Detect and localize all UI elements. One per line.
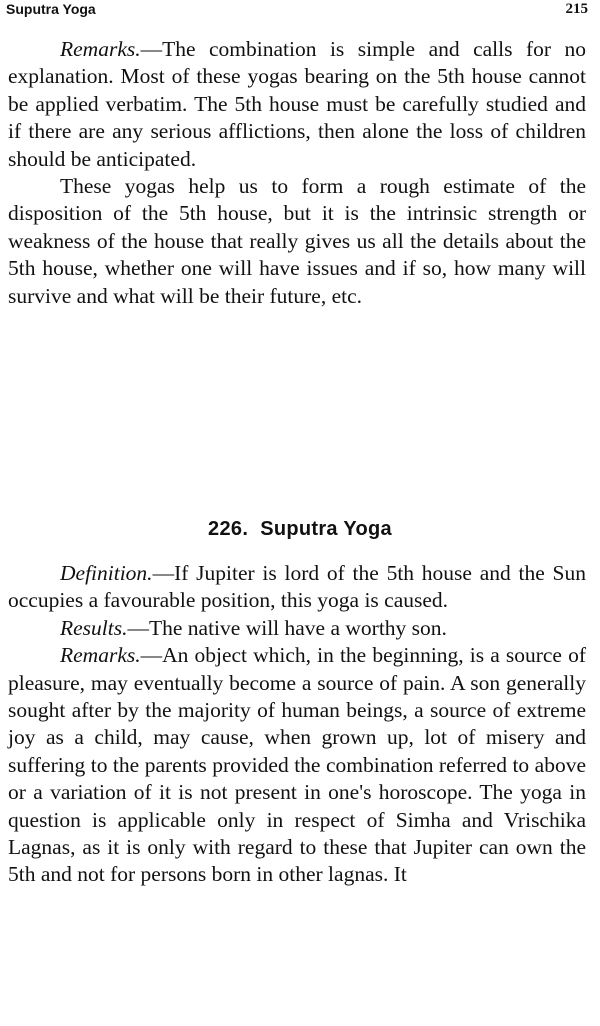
running-title: Suputra Yoga bbox=[6, 1, 96, 17]
paragraph-text: These yogas help us to form a rough estimate of the disposition of the 5th house, but it is the intrinsic strength or weakness of the house that really gives us all the details about the 5th house, whether one will have issues and if so, how many will survive and what will be their future, etc. bbox=[8, 174, 586, 308]
section-title: Suputra Yoga bbox=[260, 518, 392, 540]
section-text-block bbox=[8, 560, 586, 889]
running-header bbox=[6, 0, 588, 22]
top-text-block bbox=[8, 36, 586, 310]
paragraph-lead: Definition. bbox=[60, 561, 153, 585]
paragraph-lead: Remarks. bbox=[60, 643, 141, 668]
paragraph-text: —If Jupiter is lord of the 5th house and the Sun occupies a favourable position, this yoga is caused. bbox=[8, 561, 586, 613]
section-heading bbox=[0, 516, 600, 542]
paragraph-lead: Remarks. bbox=[60, 37, 141, 61]
paragraph-results bbox=[8, 615, 586, 642]
paragraph-remarks bbox=[8, 36, 586, 173]
paragraph-estimate bbox=[8, 173, 586, 310]
paragraph-text: —The combination is simple and calls for no explanation. Most of these yogas bearing on the 5th house cannot be applied verbatim. The 5th house must be carefully studied and if there are any serious afflictions, then alone the loss of children should be anticipated. bbox=[8, 37, 586, 171]
paragraph-lead: Results. bbox=[60, 615, 128, 640]
paragraph-remarks bbox=[8, 642, 586, 889]
paragraph-text: —The native will have a worthy son. bbox=[127, 615, 447, 640]
paragraph-text: —An object which, in the beginning, is a source of pleasure, may eventually become a source of pain. A son generally sought after by the majority of human beings, a source of extreme joy as a child, may cause, when grown up, lot of misery and suffering to the parents provided the combination referred to above or a variation of it is not present in one's horoscope. The yoga in question is applicable only in respect of Simha and Vrischika Lagnas, as it is only with regard to these that Jupiter can own the 5th and not for persons born in other lagnas. It bbox=[8, 643, 586, 887]
paragraph-definition bbox=[8, 560, 586, 615]
section-number: 226. bbox=[208, 518, 249, 540]
page-number: 215 bbox=[565, 1, 588, 17]
